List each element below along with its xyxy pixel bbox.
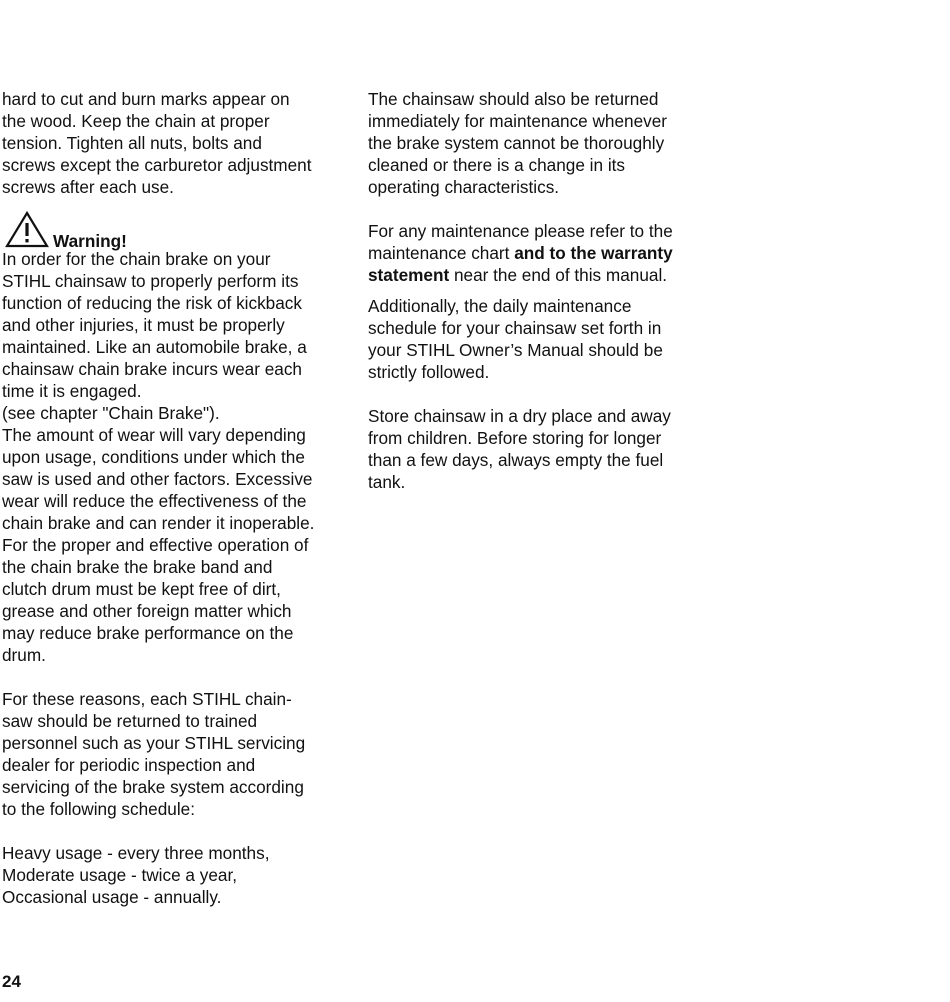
left-column [2, 88, 342, 908]
text-line: time it is engaged. [2, 381, 142, 401]
text-line: strictly followed. [368, 362, 490, 382]
text-line: clutch drum must be kept free of dirt, [2, 579, 281, 599]
text-line: screws after each use. [2, 177, 174, 197]
schedule-item: Heavy usage - every three months, [2, 843, 270, 863]
text-line: drum. [2, 645, 46, 665]
text-line: cleaned or there is a change in its [368, 155, 626, 175]
text-line: STIHL chainsaw to properly perform its [2, 271, 299, 291]
text-line: may reduce brake performance on the [2, 623, 294, 643]
text-line: screws except the carburetor adjustment [2, 155, 312, 175]
text-line: schedule for your chainsaw set forth in [368, 318, 662, 338]
warning-label: Warning! [53, 231, 127, 251]
warning-triangle-icon [4, 210, 50, 250]
text-line: the chain brake the brake band and [2, 557, 273, 577]
return-paragraph [368, 88, 708, 198]
text-line: personnel such as your STIHL servicing [2, 733, 306, 753]
text-line: operating characteristics. [368, 177, 560, 197]
text-line: Store chainsaw in a dry place and away [368, 406, 671, 426]
text-line: from children. Before storing for longer [368, 428, 662, 448]
text-line: your STIHL Owner’s Manual should be [368, 340, 663, 360]
text-line: saw should be returned to trained [2, 711, 258, 731]
text-line: chainsaw chain brake incurs wear each [2, 359, 302, 379]
text-line: tank. [368, 472, 406, 492]
schedule-item: Moderate usage - twice a year, [2, 865, 238, 885]
text-line: (see chapter "Chain Brake"). [2, 403, 220, 423]
text-line: upon usage, conditions under which the [2, 447, 305, 467]
text-run: near the end of this manual. [449, 265, 668, 285]
text-line: Additionally, the daily maintenance [368, 296, 632, 316]
maintenance-chart-paragraph [368, 220, 708, 286]
text-line: In order for the chain brake on your [2, 249, 271, 269]
text-line: the brake system cannot be thoroughly [368, 133, 665, 153]
page-number: 24 [2, 972, 21, 991]
schedule-list [2, 842, 342, 908]
text-line: grease and other foreign matter which [2, 601, 292, 621]
text-line: For any maintenance please refer to the [368, 221, 673, 241]
text-line: For the proper and effective operation of [2, 535, 309, 555]
maintenance-paragraph [2, 88, 342, 198]
text-line [368, 264, 708, 286]
daily-maintenance-paragraph [368, 295, 708, 383]
text-line: servicing of the brake system according [2, 777, 304, 797]
text-line: than a few days, always empty the fuel [368, 450, 664, 470]
warning-text [2, 248, 342, 666]
text-line: and other injuries, it must be properly [2, 315, 285, 335]
storage-paragraph [368, 405, 708, 493]
warning-block [2, 210, 342, 666]
text-run: maintenance chart [368, 243, 515, 263]
schedule-item: Occasional usage - annually. [2, 887, 222, 907]
text-line: immediately for maintenance whenever [368, 111, 668, 131]
text-line: function of reducing the risk of kickback [2, 293, 302, 313]
text-line: saw is used and other factors. Excessive [2, 469, 313, 489]
text-line: The chainsaw should also be returned [368, 89, 659, 109]
statement-emphasis: statement [368, 265, 450, 285]
text-line: the wood. Keep the chain at proper [2, 111, 270, 131]
text-line: For these reasons, each STIHL chain- [2, 689, 292, 709]
text-line: to the following schedule: [2, 799, 196, 819]
warranty-emphasis: and to the warranty [514, 243, 673, 263]
inspection-paragraph [2, 688, 342, 820]
text-line: The amount of wear will vary depending [2, 425, 306, 445]
right-column [368, 88, 708, 493]
text-line: maintained. Like an automobile brake, a [2, 337, 307, 357]
text-line: chain brake and can render it inoperable. [2, 513, 315, 533]
text-line: tension. Tighten all nuts, bolts and [2, 133, 262, 153]
text-line: wear will reduce the effectiveness of the [2, 491, 307, 511]
text-line: dealer for periodic inspection and [2, 755, 256, 775]
warning-heading [2, 210, 342, 251]
text-line: hard to cut and burn marks appear on [2, 89, 290, 109]
text-line [368, 242, 708, 264]
